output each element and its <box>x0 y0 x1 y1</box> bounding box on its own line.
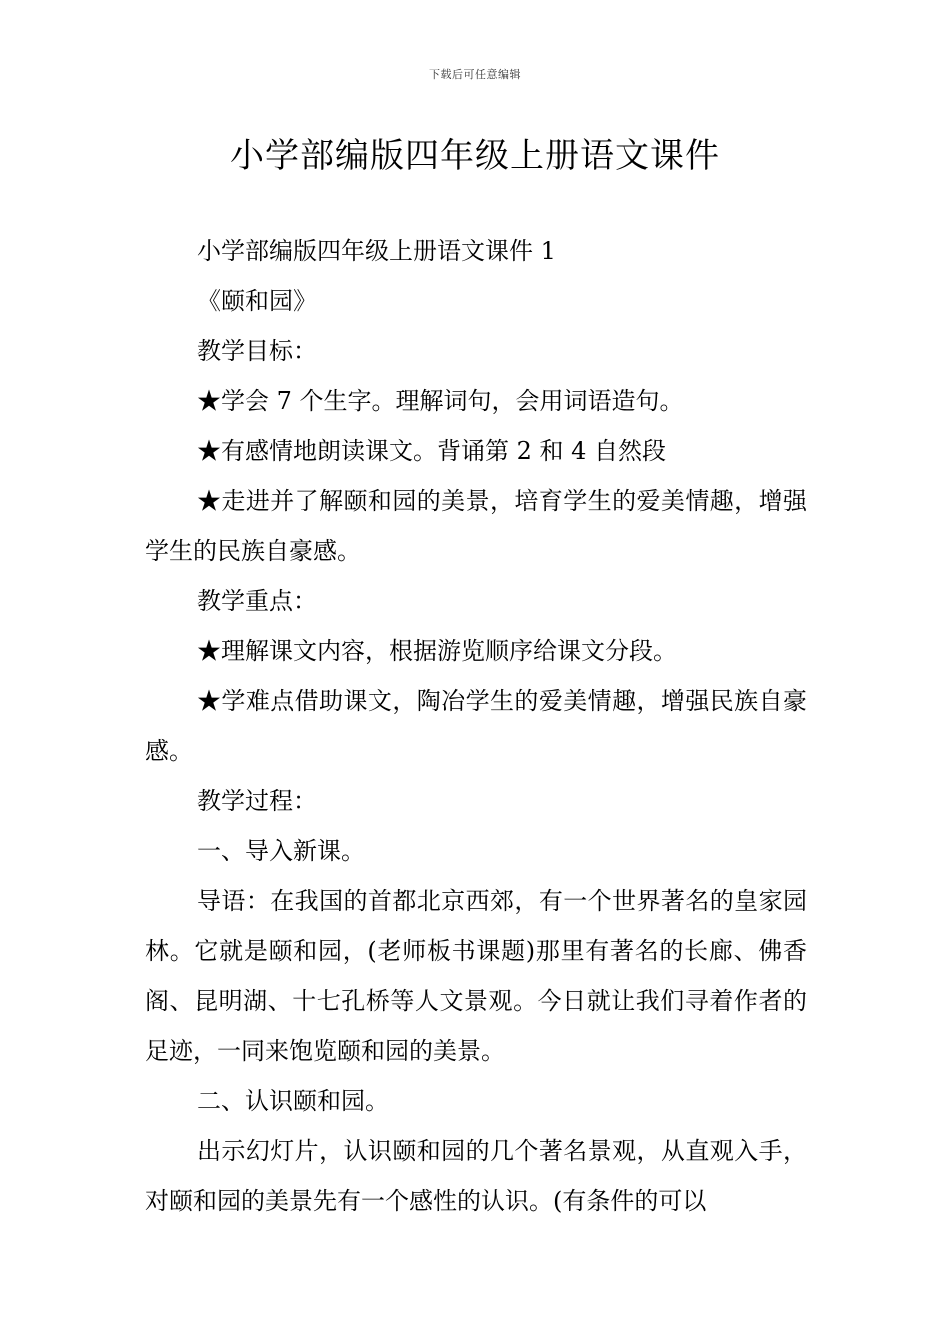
header-note: 下载后可任意编辑 <box>429 68 521 81</box>
paragraph-focus-2: ★学难点借助课文，陶冶学生的爱美情趣，增强民族自豪感。 <box>145 687 807 765</box>
paragraph-step-2: 二、认识颐和园。 <box>197 1087 389 1115</box>
document-title: 小学部编版四年级上册语文课件 <box>230 136 720 176</box>
paragraph-process-heading: 教学过程： <box>197 787 317 815</box>
paragraph-lesson-name: 《颐和园》 <box>197 287 317 315</box>
paragraph-focus-1: ★理解课文内容，根据游览顺序给课文分段。 <box>197 637 677 665</box>
paragraph-focus-heading: 教学重点： <box>197 587 317 615</box>
paragraph-objective-1: ★学会 7 个生字。理解词句，会用词语造句。 <box>197 387 684 415</box>
document-body <box>145 226 807 1226</box>
paragraph-lesson-heading: 小学部编版四年级上册语文课件 1 <box>197 237 556 265</box>
paragraph-objective-3: ★走进并了解颐和园的美景，培育学生的爱美情趣，增强学生的民族自豪感。 <box>145 487 807 565</box>
paragraph-objectives-heading: 教学目标： <box>197 337 317 365</box>
paragraph-step-1: 一、导入新课。 <box>197 837 365 865</box>
paragraph-slides: 出示幻灯片，认识颐和园的几个著名景观，从直观入手，对颐和园的美景先有一个感性的认识。(有条件的可以 <box>145 1137 807 1215</box>
paragraph-introduction: 导语：在我国的首都北京西郊，有一个世界著名的皇家园林。它就是颐和园，(老师板书课题)那里有著名的长廊、佛香阁、昆明湖、十七孔桥等人文景观。今日就让我们寻着作者的足迹，一同来饱览颐和园的美景。 <box>145 887 807 1065</box>
paragraph-objective-2: ★有感情地朗读课文。背诵第 2 和 4 自然段 <box>197 437 667 465</box>
